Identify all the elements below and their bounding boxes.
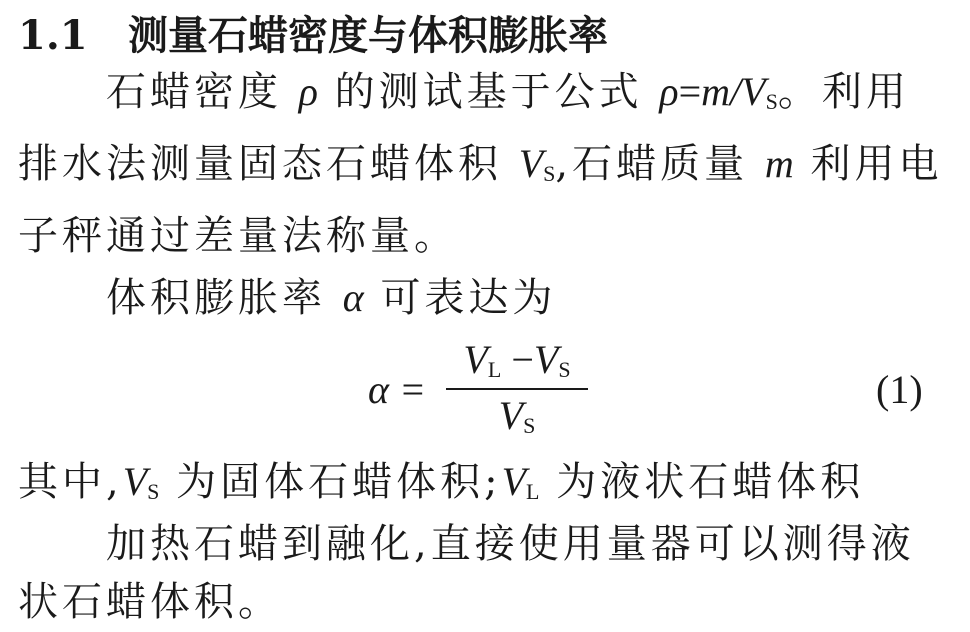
- section-number: 1.1: [18, 12, 88, 59]
- numerator-V: V: [463, 337, 488, 382]
- fraction-numerator: [446, 336, 588, 383]
- numerator-V2: V: [533, 337, 559, 382]
- text: ,石蜡质量: [555, 141, 749, 187]
- symbol-V: V: [122, 459, 148, 504]
- formula-rho: ρ: [659, 69, 679, 114]
- numerator-subscript-L: L: [487, 357, 502, 382]
- para1-line3: 子秤通过差量法称量。: [18, 213, 458, 259]
- formula-m: m: [701, 69, 731, 114]
- text: 其中,: [18, 459, 123, 505]
- text: 。利用: [777, 69, 910, 115]
- fraction-bar: [446, 388, 588, 390]
- formula-equals: =: [678, 69, 702, 114]
- formula-slash: /: [730, 69, 742, 114]
- text: 石蜡密度: [106, 69, 282, 115]
- subscript-L: L: [526, 479, 540, 504]
- fraction-denominator: [446, 392, 588, 439]
- symbol-m: m: [764, 141, 794, 186]
- para3-line: [18, 452, 864, 512]
- section-title: 测量石蜡密度与体积膨胀率: [128, 13, 608, 59]
- equation-number: (1): [876, 367, 923, 412]
- denominator-V: V: [498, 393, 524, 438]
- symbol-V: V: [518, 141, 544, 186]
- formula-subscript-S: S: [765, 89, 778, 114]
- text: 可表达为: [380, 275, 557, 321]
- subscript-S: S: [147, 479, 160, 504]
- text: 的测试基于公式: [334, 69, 643, 115]
- symbol-alpha: α: [342, 275, 364, 320]
- symbol-rho: ρ: [298, 69, 318, 114]
- section-heading: [18, 4, 608, 68]
- minus-sign: −: [501, 337, 534, 382]
- para2-line: [106, 268, 556, 328]
- numerator-subscript-S: S: [558, 357, 571, 382]
- text: 为固体石蜡体积;: [176, 459, 502, 505]
- text: 体积膨胀率: [106, 275, 326, 321]
- para1-line1: [106, 62, 910, 122]
- text: 为液状石蜡体积: [556, 459, 865, 505]
- denominator-subscript-S: S: [523, 413, 536, 438]
- subscript-S: S: [543, 161, 556, 186]
- text: 排水法测量固态石蜡体积: [18, 141, 502, 187]
- symbol-V: V: [501, 459, 527, 504]
- para4-line1: 加热石蜡到融化,直接使用量器可以测得液: [106, 521, 915, 567]
- para1-line2: [18, 134, 942, 194]
- para4-line2: 状石蜡体积。: [18, 579, 282, 625]
- equation-lhs: α =: [368, 367, 426, 412]
- text: 利用电: [810, 141, 943, 187]
- formula-V: V: [741, 69, 766, 114]
